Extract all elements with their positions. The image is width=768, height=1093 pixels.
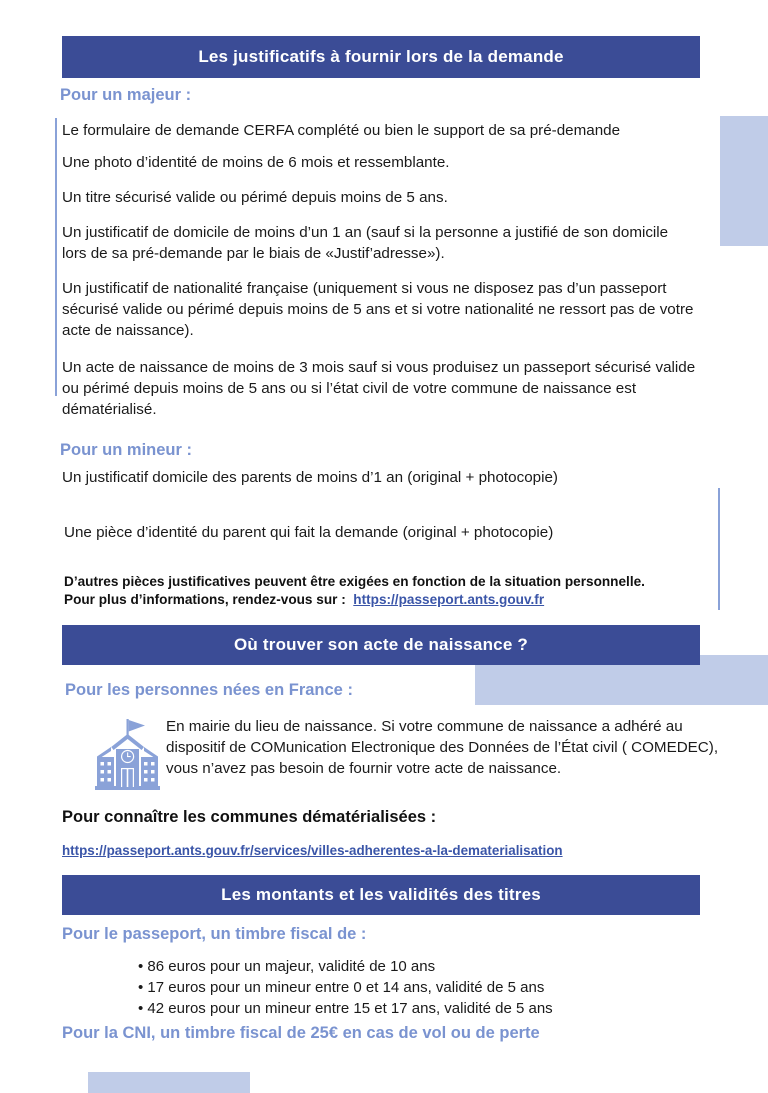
heading-communes-dematerialisees: Pour connaître les communes dématérialisées : [62, 808, 437, 826]
heading-personnes-nees-en-france: Pour les personnes nées en France : [65, 681, 353, 699]
link-ants-passeport[interactable]: https://passeport.ants.gouv.fr [353, 592, 545, 607]
item-justificatif-nationalite: Un justificatif de nationalité française (uniquement si vous ne disposez pas d’un passeport sécurisé valide ou périmé depuis moins de 5 ans et si votre nationalité ne ressort pas de votre acte de naissance). [62, 280, 694, 339]
list-item: • 42 euros pour un mineur entre 15 et 17 ans, validité de 5 ans [138, 1000, 553, 1017]
item-acte-naissance: Un acte de naissance de moins de 3 mois sauf si vous produisez un passeport sécurisé valide ou périmé depuis moins de 5 ans ou si l’état civil de votre commune de naissance est dématérialisé. [62, 359, 696, 418]
heading-pour-un-mineur: Pour un mineur : [60, 441, 192, 459]
item-piece-identite-parent: Une pièce d’identité du parent qui fait la demande (original + photocopie) [64, 524, 554, 541]
heading-passeport-timbre-fiscal: Pour le passeport, un timbre fiscal de : [62, 925, 367, 943]
item-photo-identite: Une photo d’identité de moins de 6 mois et ressemblante. [62, 154, 450, 171]
item-domicile-parents: Un justificatif domicile des parents de moins d’1 an (original + photocopie) [62, 469, 558, 486]
item-cerfa: Le formulaire de demande CERFA complété ou bien le support de sa pré-demande [62, 122, 621, 139]
item-titre-securise: Un titre sécurisé valide ou périmé depuis moins de 5 ans. [62, 189, 448, 206]
list-tarifs-passeport [138, 956, 553, 1019]
heading-cni-timbre-fiscal: Pour la CNI, un timbre fiscal de 25€ en cas de vol ou de perte [62, 1024, 540, 1042]
note-line-2: Pour plus d’informations, rendez-vous sur : [64, 592, 346, 607]
banner-justificatifs: Les justificatifs à fournir lors de la demande [62, 36, 700, 78]
banner-acte-naissance: Où trouver son acte de naissance ? [62, 625, 700, 665]
note-line-1: D’autres pièces justificatives peuvent être exigées en fonction de la situation personnelle. [64, 574, 645, 589]
decorative-block-right-top [720, 116, 768, 246]
list-item: • 86 euros pour un majeur, validité de 10 ans [138, 958, 436, 975]
list-item: • 17 euros pour un mineur entre 0 et 14 ans, validité de 5 ans [138, 979, 545, 996]
town-hall-icon [92, 716, 164, 792]
vertical-rule-majeur [55, 118, 57, 396]
note-autres-pieces [64, 573, 734, 609]
heading-pour-un-majeur: Pour un majeur : [60, 86, 192, 104]
note-line-2-wrapper [64, 591, 734, 609]
link-villes-adherentes[interactable]: https://passeport.ants.gouv.fr/services/villes-adherentes-a-la-dematerialisation [62, 843, 563, 858]
decorative-block-bottom-left [88, 1072, 250, 1093]
item-justificatif-domicile: Un justificatif de domicile de moins d’un 1 an (sauf si la personne a justifié de son domicile lors de sa pré-demande par le biais de «Justif’adresse»). [62, 224, 669, 262]
text-mairie-comedec: En mairie du lieu de naissance. Si votre commune de naissance a adhéré au dispositif de COMunication Electronique des Données de l’État civil ( COMEDEC), vous n’avez pas besoin de fournir votre acte de naissance. [166, 718, 719, 777]
banner-montants-validites: Les montants et les validités des titres [62, 875, 700, 915]
